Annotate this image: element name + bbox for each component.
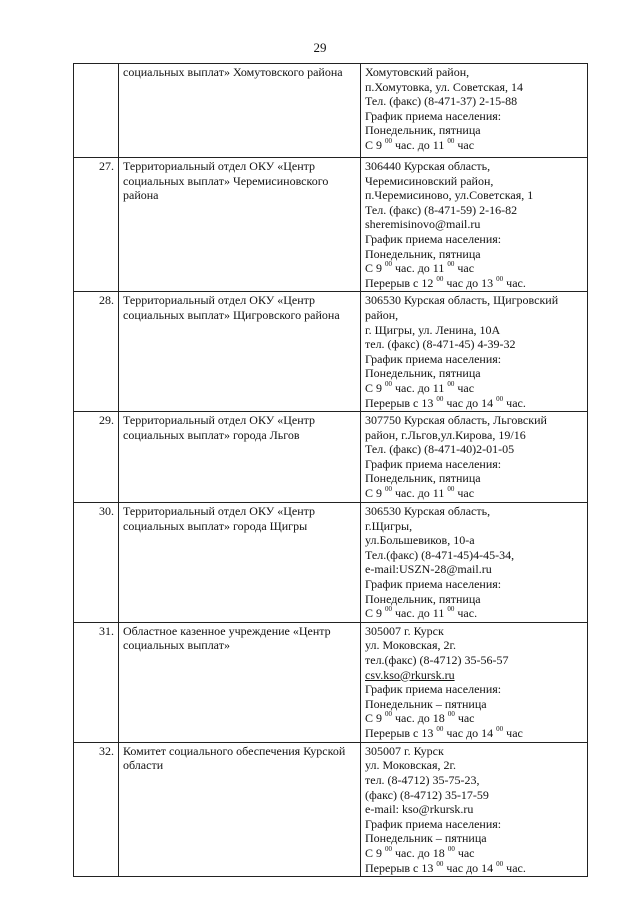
contact-text: С 9	[365, 486, 386, 501]
contact-line	[365, 533, 583, 548]
row-number	[74, 64, 119, 158]
contact-text: час	[454, 486, 475, 501]
contact-text: С 9	[365, 711, 386, 726]
contact-text: csv.kso@rkursk.ru	[365, 667, 455, 682]
time-minutes: 00	[436, 394, 444, 403]
row-number: 28.	[74, 292, 119, 412]
contact-text: п.Хомутовка, ул. Советская, 14	[365, 79, 524, 94]
email-link[interactable]	[365, 668, 583, 683]
contact-text: График приема населения:	[365, 682, 502, 697]
time-minutes: 00	[436, 725, 444, 733]
organization-text: Территориальный отдел ОКУ «Центр социальных выплат» Черемисиновского района	[123, 159, 329, 203]
contact-text: 306440 Курская область,	[365, 159, 491, 173]
contact-text: e-mail:USZN-28@mail.ru	[365, 562, 492, 577]
contact-line	[365, 846, 583, 861]
time-minutes: 00	[447, 485, 455, 494]
row-number: 32.	[74, 742, 119, 876]
time-minutes: 00	[447, 379, 455, 388]
contact-text: С 9	[365, 380, 386, 395]
contact-line	[365, 504, 583, 519]
contact-line	[365, 577, 583, 592]
contact-line	[365, 217, 583, 232]
contact-line	[365, 817, 583, 832]
contact-text: Понедельник – пятница	[365, 696, 487, 711]
contact-text: Перерыв с 13	[365, 860, 437, 875]
contact-text: час	[454, 261, 475, 276]
contact-line	[365, 80, 583, 95]
contact-text: Понедельник, пятница	[365, 591, 481, 606]
table-row	[74, 412, 588, 503]
contact-line	[365, 624, 583, 639]
organization-text: социальных выплат» Хомутовского района	[123, 65, 343, 79]
contact-text: час до 14	[443, 395, 497, 410]
time-minutes: 00	[385, 710, 393, 719]
table-row	[74, 503, 588, 623]
contact-text: п.Черемисиново, ул.Советская, 1	[365, 188, 534, 203]
contact-line	[365, 592, 583, 607]
organization-name	[119, 622, 361, 742]
contact-line	[365, 94, 583, 109]
contact-text: С 9	[365, 606, 386, 621]
contact-text: Перерыв с 12	[365, 275, 437, 290]
time-minutes: 00	[385, 605, 393, 614]
time-minutes: 00	[447, 136, 455, 145]
contact-text: ул.Большевиков, 10-а	[365, 533, 475, 548]
time-minutes: 00	[496, 859, 504, 868]
contact-text: час. до 11	[392, 606, 448, 621]
contact-line	[365, 203, 583, 218]
contact-text: час. до 11	[392, 137, 448, 152]
contact-line	[365, 744, 583, 759]
table-row	[74, 742, 588, 876]
contact-info	[361, 742, 588, 876]
organization-name	[119, 503, 361, 623]
contact-line	[365, 861, 583, 876]
contact-text: Понедельник, пятница	[365, 246, 481, 261]
contact-line	[365, 123, 583, 138]
contact-text: e-mail: kso@rkursk.ru	[365, 802, 474, 817]
row-number: 29.	[74, 412, 119, 503]
contact-line	[365, 232, 583, 247]
contact-text: час. до 18	[392, 846, 448, 860]
contact-line	[365, 396, 583, 411]
contact-text: С 9	[365, 137, 386, 152]
contact-text: час	[454, 846, 475, 860]
contact-text: 307750 Курская область, Льговский	[365, 413, 547, 428]
contact-text: График приема населения:	[365, 577, 502, 592]
contact-info	[361, 158, 588, 292]
contact-text: час	[454, 711, 475, 726]
organization-text: Территориальный отдел ОКУ «Центр социальных выплат» города Щигры	[123, 504, 316, 533]
contact-line	[365, 261, 583, 276]
contact-line	[365, 773, 583, 788]
organization-name	[119, 158, 361, 292]
contact-line	[365, 471, 583, 486]
contact-text: Перерыв с 13	[365, 395, 437, 410]
contact-info	[361, 503, 588, 623]
table-row	[74, 292, 588, 412]
time-minutes: 00	[385, 136, 393, 145]
contact-text: График приема населения:	[365, 351, 502, 366]
contact-line	[365, 188, 583, 203]
time-minutes: 00	[447, 260, 455, 269]
contact-text: час.	[503, 275, 526, 290]
contact-line	[365, 138, 583, 153]
contact-text: г. Щигры, ул. Ленина, 10А	[365, 322, 501, 337]
contact-text: 306530 Курская область, Щигровский	[365, 293, 559, 308]
contact-text: час до 14	[443, 860, 497, 875]
organization-name	[119, 292, 361, 412]
contact-info	[361, 622, 588, 742]
contact-line	[365, 442, 583, 457]
contact-text: ул. Моковская, 2г.	[365, 638, 457, 653]
contact-line	[365, 366, 583, 381]
time-minutes: 00	[385, 845, 393, 853]
contact-text: График приема населения:	[365, 108, 502, 123]
table-row	[74, 158, 588, 292]
row-number: 30.	[74, 503, 119, 623]
contact-line	[365, 109, 583, 124]
contact-line	[365, 726, 583, 741]
contact-line	[365, 159, 583, 174]
contact-text: час	[454, 380, 475, 395]
contact-line	[365, 247, 583, 262]
contact-text: час	[503, 726, 523, 740]
table-row	[74, 622, 588, 742]
table-row	[74, 64, 588, 158]
page-number: 29	[313, 40, 327, 55]
contact-line	[365, 65, 583, 80]
organization-name	[119, 742, 361, 876]
contact-text: Понедельник, пятница	[365, 366, 481, 381]
time-minutes: 00	[385, 260, 393, 269]
contact-line	[365, 802, 583, 817]
contact-text: sheremisinovo@mail.ru	[365, 217, 481, 232]
contact-line	[365, 519, 583, 534]
contact-text: час. до 11	[392, 380, 448, 395]
contact-text: График приема населения:	[365, 816, 502, 831]
contact-text: тел. (8-4712) 35-75-23,	[365, 773, 480, 788]
contact-text: час. до 18	[392, 711, 448, 726]
contact-text: Понедельник – пятница	[365, 831, 487, 846]
organization-text: Областное казенное учреждение «Центр социальных выплат»	[123, 623, 331, 653]
contact-text: С 9	[365, 846, 386, 860]
contact-line	[365, 276, 583, 291]
contact-text: Тел.(факс) (8-471-45)4-45-34,	[365, 547, 515, 562]
organization-text: Территориальный отдел ОКУ «Центр социальных выплат» города Льгов	[123, 413, 316, 442]
contact-info	[361, 412, 588, 503]
contact-text: Понедельник, пятница	[365, 471, 481, 486]
contact-line	[365, 352, 583, 367]
contact-line	[365, 486, 583, 501]
contact-line	[365, 548, 583, 563]
contact-line	[365, 428, 583, 443]
contact-line	[365, 606, 583, 621]
time-minutes: 00	[496, 725, 504, 733]
contact-text: час.	[503, 395, 526, 410]
contact-line	[365, 381, 583, 396]
contact-text: час. до 11	[392, 261, 448, 276]
contact-text: Черемисиновский район,	[365, 173, 494, 188]
contact-text: час до 14	[443, 726, 497, 740]
contact-text: район, г.Льгов,ул.Кирова, 19/16	[365, 427, 526, 442]
contact-text: час	[454, 137, 475, 152]
contacts-table	[73, 63, 588, 877]
row-number: 31.	[74, 622, 119, 742]
contact-line	[365, 638, 583, 653]
contact-text: Тел. (факс) (8-471-40)2-01-05	[365, 442, 515, 457]
contact-text: Понедельник, пятница	[365, 123, 481, 138]
contact-line	[365, 293, 583, 308]
contact-line	[365, 653, 583, 668]
time-minutes: 00	[447, 710, 455, 719]
contact-text: 305007 г. Курск	[365, 743, 444, 758]
contact-text: час.	[454, 606, 478, 621]
contact-line	[365, 457, 583, 472]
time-minutes: 00	[496, 274, 504, 283]
contact-text: Хомутовский район,	[365, 65, 470, 79]
contact-text: час до 13	[443, 275, 497, 290]
contact-text: График приема населения:	[365, 231, 502, 246]
contact-text: тел.(факс) (8-4712) 35-56-57	[365, 653, 509, 668]
contact-text: (факс) (8-4712) 35-17-59	[365, 787, 489, 802]
contact-text: График приема населения:	[365, 456, 502, 471]
contact-line	[365, 413, 583, 428]
contact-text: час. до 11	[392, 486, 448, 501]
time-minutes: 00	[496, 394, 504, 403]
contact-line	[365, 831, 583, 846]
time-minutes: 00	[385, 485, 393, 494]
contact-line	[365, 697, 583, 712]
contact-text: час.	[503, 860, 526, 875]
contact-info	[361, 292, 588, 412]
contact-line	[365, 308, 583, 323]
contact-info	[361, 64, 588, 158]
contact-line	[365, 337, 583, 352]
row-number: 27.	[74, 158, 119, 292]
contact-text: Тел. (факс) (8-471-37) 2-15-88	[365, 94, 518, 109]
contact-text: Тел. (факс) (8-471-59) 2-16-82	[365, 202, 518, 217]
contact-text: Перерыв с 13	[365, 726, 437, 740]
contact-line	[365, 562, 583, 577]
contact-text: 305007 г. Курск	[365, 623, 444, 638]
contact-text: район,	[365, 307, 399, 322]
contact-text: г.Щигры,	[365, 518, 413, 533]
contact-line	[365, 323, 583, 338]
contact-line	[365, 788, 583, 803]
table-body	[74, 64, 588, 877]
contact-text: С 9	[365, 261, 386, 276]
organization-name	[119, 412, 361, 503]
time-minutes: 00	[447, 605, 455, 614]
contact-line	[365, 711, 583, 726]
contact-text: ул. Моковская, 2г.	[365, 758, 457, 773]
time-minutes: 00	[436, 859, 444, 868]
contact-text: 306530 Курская область,	[365, 504, 491, 519]
organization-name	[119, 64, 361, 158]
time-minutes: 00	[436, 274, 444, 283]
contact-line	[365, 758, 583, 773]
contact-line	[365, 174, 583, 189]
time-minutes: 00	[447, 845, 455, 853]
time-minutes: 00	[385, 379, 393, 388]
contact-line	[365, 682, 583, 697]
contact-text: тел. (факс) (8-471-45) 4-39-32	[365, 337, 516, 352]
organization-text: Территориальный отдел ОКУ «Центр социальных выплат» Щигровского района	[123, 293, 340, 322]
organization-text: Комитет социального обеспечения Курской области	[123, 743, 346, 773]
